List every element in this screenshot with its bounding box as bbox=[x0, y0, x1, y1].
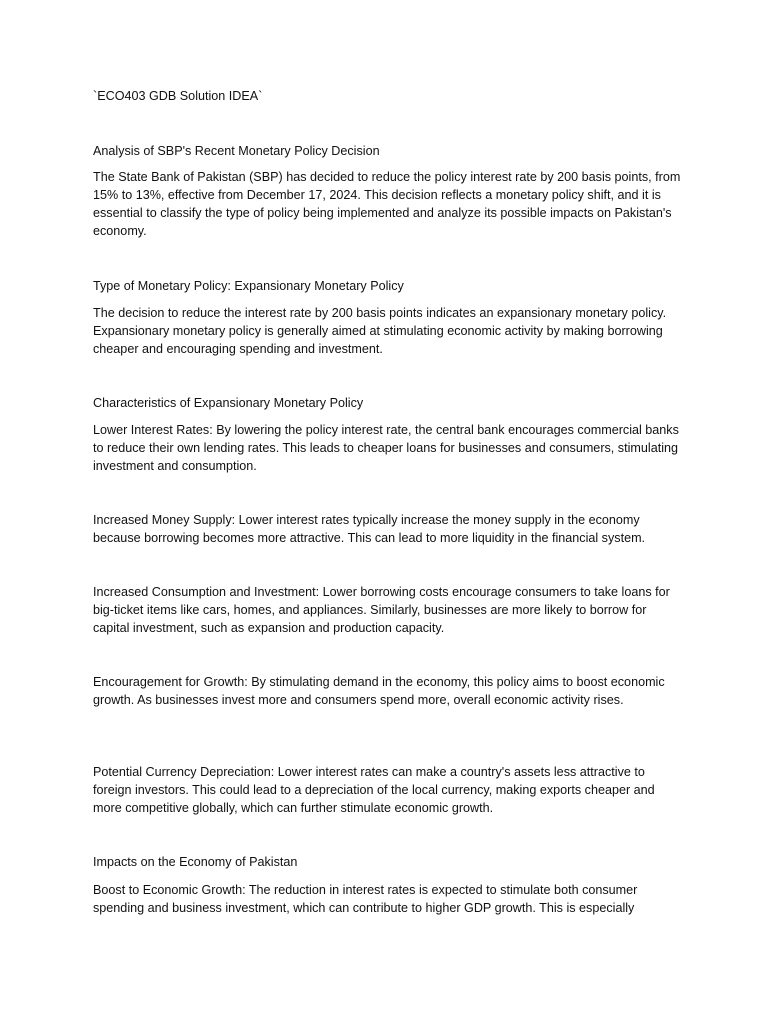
heading-analysis: Analysis of SBP's Recent Monetary Policy Decision bbox=[93, 144, 380, 158]
paragraph-policy-type: The decision to reduce the interest rate by 200 basis points indicates an expansionary monetary policy. Expansionary monetary policy is generally aimed at stimulating economic activity by making borrowing cheaper and encouraging spending and investment. bbox=[93, 306, 667, 356]
paragraph-growth: Encouragement for Growth: By stimulating demand in the economy, this policy aims to boost economic growth. As businesses invest more and consumers spend more, overall economic activity rises. bbox=[93, 675, 665, 707]
heading-policy-type: Type of Monetary Policy: Expansionary Monetary Policy bbox=[93, 279, 404, 293]
document-title: `ECO403 GDB Solution IDEA` bbox=[93, 89, 263, 103]
heading-impacts: Impacts on the Economy of Pakistan bbox=[93, 855, 298, 869]
paragraph-currency-depreciation: Potential Currency Depreciation: Lower interest rates can make a country's assets less attractive to foreign investors. This could lead to a depreciation of the local currency, making exports cheaper and more competitive globally, which can further stimulate economic growth. bbox=[93, 765, 655, 815]
paragraph-money-supply: Increased Money Supply: Lower interest rates typically increase the money supply in the economy because borrowing becomes more attractive. This can lead to more liquidity in the financial system. bbox=[93, 513, 646, 545]
heading-characteristics: Characteristics of Expansionary Monetary Policy bbox=[93, 396, 364, 410]
paragraph-consumption-investment: Increased Consumption and Investment: Lower borrowing costs encourage consumers to take loans for big-ticket items like cars, homes, and appliances. Similarly, businesses are more likely to borrow for capital investment, such as expansion and production capacity. bbox=[93, 585, 670, 635]
paragraph-lower-interest-rates: Lower Interest Rates: By lowering the policy interest rate, the central bank encourages commercial banks to reduce their own lending rates. This leads to cheaper loans for businesses and consumers, stimulating investment and consumption. bbox=[93, 423, 679, 473]
paragraph-intro: The State Bank of Pakistan (SBP) has decided to reduce the policy interest rate by 200 basis points, from 15% to 13%, effective from December 17, 2024. This decision reflects a monetary policy shift, and it is essential to classify the type of policy being implemented and analyze its possible impacts on Pakistan's economy. bbox=[93, 170, 681, 238]
paragraph-economic-growth-boost: Boost to Economic Growth: The reduction in interest rates is expected to stimulate both consumer spending and business investment, which can contribute to higher GDP growth. This is especially bbox=[93, 883, 638, 915]
